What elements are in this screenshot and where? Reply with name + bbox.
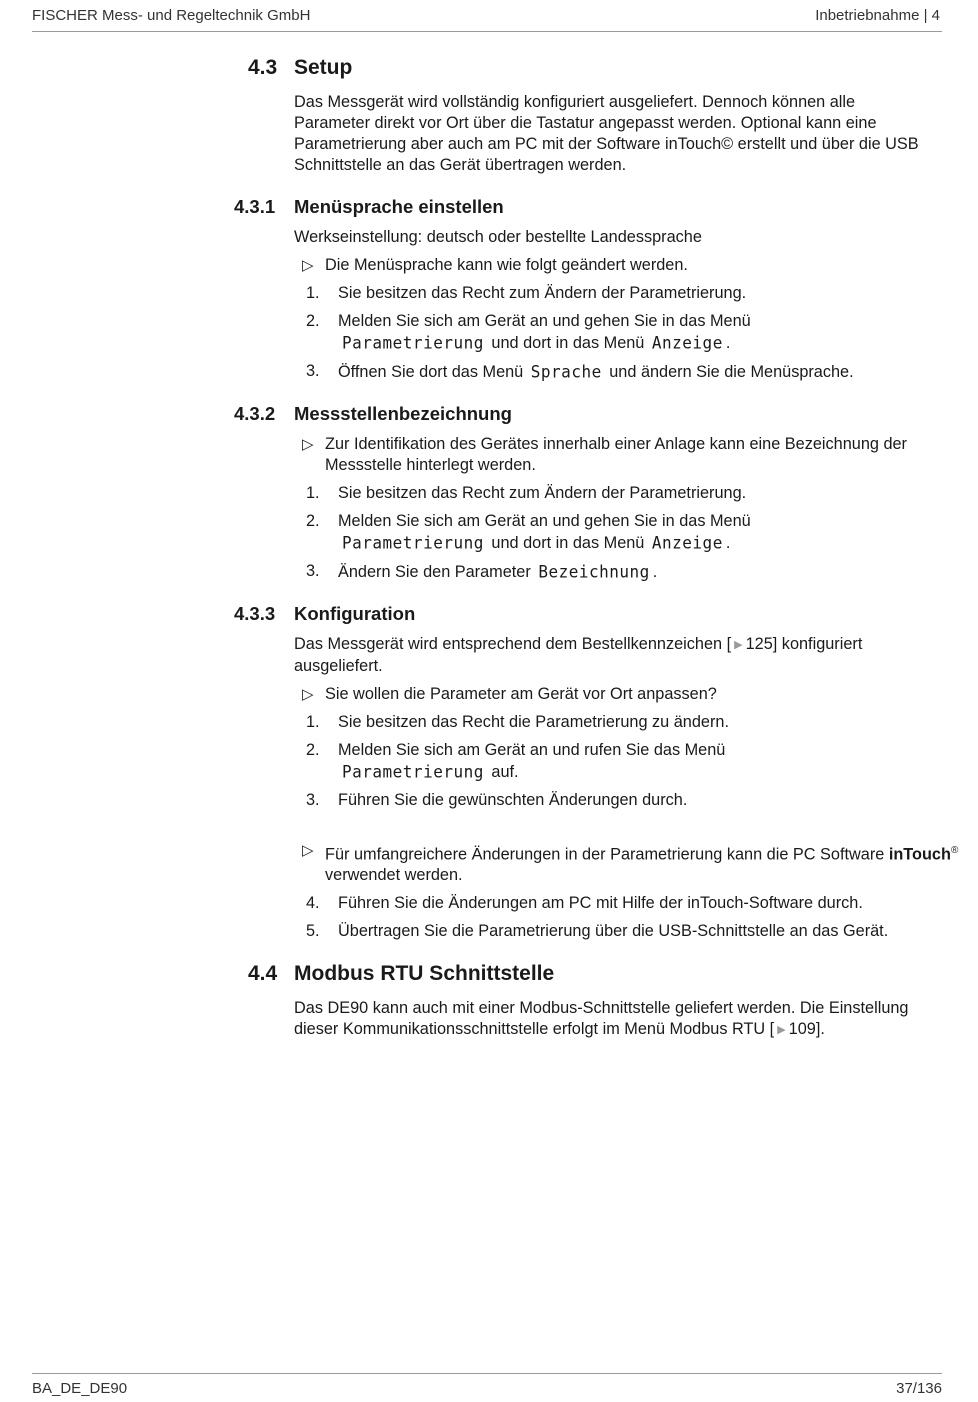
step-text: Sie besitzen das Recht zum Ändern der Parametrierung.: [338, 284, 747, 302]
section-number: 4.3: [248, 56, 278, 79]
note-text: Die Menüsprache kann wie folgt geändert werden.: [325, 256, 688, 274]
lcd-parameter-label: Bezeichnung: [538, 561, 650, 582]
section-title: Modbus RTU Schnittstelle: [294, 962, 555, 986]
step-number: 4.: [306, 894, 320, 913]
note-text: verwendet werden.: [325, 866, 463, 885]
note-text: Für umfangreichere Änderungen in der Parametrierung kann die PC Software: [325, 845, 885, 864]
list-item: [294, 511, 978, 554]
section-number: 4.3.3: [234, 603, 276, 624]
section-title: Setup: [294, 56, 353, 79]
page-footer: [32, 1373, 942, 1402]
lcd-menu-label: Anzeige: [651, 532, 723, 553]
step-text: auf.: [491, 763, 519, 781]
triangle-right-icon: ▷: [302, 436, 314, 453]
section-number: 4.3.1: [234, 196, 276, 217]
lcd-menu-label: Sprache: [530, 361, 602, 382]
step-text: Melden Sie sich am Gerät an und gehen Sie in das Menü: [338, 312, 751, 330]
section-heading-setup: [0, 56, 950, 86]
step-text: .: [725, 534, 731, 552]
list-item: [294, 712, 978, 733]
step-text: Sie besitzen das Recht zum Ändern der Parametrierung.: [338, 484, 747, 502]
step-text: .: [725, 334, 731, 352]
page-reference[interactable]: 125: [745, 635, 773, 653]
list-item: [294, 921, 978, 942]
paragraph-text: Das DE90 kann auch mit einer Modbus-Schnittstelle geliefert werden. Die Einstellung dieser Kommunikationsschnittstelle erfolgt im Menü Modbus RTU [: [294, 999, 909, 1039]
instruction-note: [294, 840, 965, 886]
list-item: [294, 740, 978, 783]
note-text: Zur Identifikation des Gerätes innerhalb einer Anlage kann eine Bezeichnung der Messstelle hinterlegt werden.: [325, 435, 907, 474]
step-text: Melden Sie sich am Gerät an und rufen Sie das Menü: [338, 741, 726, 759]
section-number: 4.3.2: [234, 403, 276, 424]
triangle-right-icon: ▷: [302, 686, 314, 703]
triangle-right-icon: ▷: [302, 257, 314, 274]
step-text: Führen Sie die gewünschten Änderungen durch.: [338, 791, 688, 809]
step-text: Melden Sie sich am Gerät an und gehen Sie in das Menü: [338, 512, 751, 530]
lcd-menu-label: Anzeige: [651, 332, 723, 353]
step-text: Sie besitzen das Recht die Parametrierung zu ändern.: [338, 713, 729, 731]
step-text: Führen Sie die Änderungen am PC mit Hilfe der inTouch-Software durch.: [338, 894, 863, 913]
paragraph-text: ].: [815, 1020, 825, 1039]
step-text: .: [652, 563, 658, 581]
list-item: [294, 283, 978, 304]
document-id: BA_DE_DE90: [32, 1379, 128, 1397]
list-item: [294, 361, 978, 383]
page-reference[interactable]: 109: [788, 1020, 816, 1039]
page-header: [32, 0, 942, 32]
instruction-note: [294, 255, 965, 276]
instruction-note: [294, 434, 965, 476]
step-number: 3.: [306, 791, 320, 809]
instruction-note: [294, 684, 965, 705]
section-heading-modbus: [0, 962, 950, 992]
setup-paragraph: Das Messgerät wird vollständig konfiguriert ausgeliefert. Dennoch können alle Parameter direkt vor Ort über die Tastatur angepasst werden. Optional kann eine Parametrierung aber auch am PC mit der Software inTouch© erstellt und über die USB Schnittstelle an das Gerät übertragen werden.: [294, 93, 919, 174]
step-text: Öffnen Sie dort das Menü: [338, 363, 524, 381]
reference-arrow-icon: ▶: [777, 1024, 786, 1037]
company-name: FISCHER Mess- und Regeltechnik GmbH: [32, 7, 311, 24]
section-heading-configuration: [0, 603, 950, 629]
lcd-menu-label: Parametrierung: [342, 761, 484, 782]
section-heading-measuring-point: [0, 403, 950, 429]
step-number: 3.: [306, 562, 320, 580]
intro-text: Das Messgerät wird entsprechend dem Bestellkennzeichen [: [294, 635, 732, 653]
step-number: 3.: [306, 362, 320, 380]
list-item: [294, 790, 978, 811]
lcd-menu-label: Parametrierung: [342, 332, 484, 353]
list-item: [294, 483, 978, 504]
list-item: [294, 893, 978, 914]
step-number: 5.: [306, 922, 320, 941]
section-title: Menüsprache einstellen: [294, 196, 504, 217]
step-number: 2.: [306, 312, 320, 330]
note-text: Sie wollen die Parameter am Gerät vor Ort anpassen?: [325, 685, 717, 703]
chapter-label: Inbetriebnahme | 4: [815, 7, 940, 24]
lcd-menu-label: Parametrierung: [342, 532, 484, 553]
page-content: [0, 56, 959, 1041]
triangle-right-icon: ▷: [302, 842, 314, 859]
step-text: und ändern Sie die Menüsprache.: [609, 363, 854, 381]
step-text: und dort in das Menü: [491, 334, 645, 352]
list-item: [294, 311, 978, 354]
step-number: 1.: [306, 713, 320, 731]
factory-setting-text: Werkseinstellung: deutsch oder bestellte Landessprache: [294, 228, 702, 246]
section-title: Konfiguration: [294, 603, 416, 624]
list-item: [294, 561, 978, 583]
step-number: 1.: [306, 484, 320, 502]
section-number: 4.4: [248, 962, 278, 986]
modbus-paragraph: [294, 998, 934, 1041]
intro-text: ] konfiguriert ausgeliefert.: [294, 635, 863, 675]
software-name: inTouch: [888, 845, 951, 864]
registered-mark: ®: [950, 845, 959, 856]
step-number: 2.: [306, 512, 320, 530]
step-number: 1.: [306, 284, 320, 302]
configuration-intro: [294, 634, 934, 677]
step-text: Ändern Sie den Parameter: [338, 563, 531, 581]
section-title: Messstellenbezeichnung: [294, 403, 512, 424]
step-text: Übertragen Sie die Parametrierung über die USB-Schnittstelle an das Gerät.: [338, 922, 889, 941]
page-number: 37/136: [896, 1379, 942, 1397]
step-text: und dort in das Menü: [491, 534, 645, 552]
step-number: 2.: [306, 741, 320, 759]
reference-arrow-icon: ▶: [734, 639, 743, 651]
section-heading-menu-language: [0, 196, 950, 222]
